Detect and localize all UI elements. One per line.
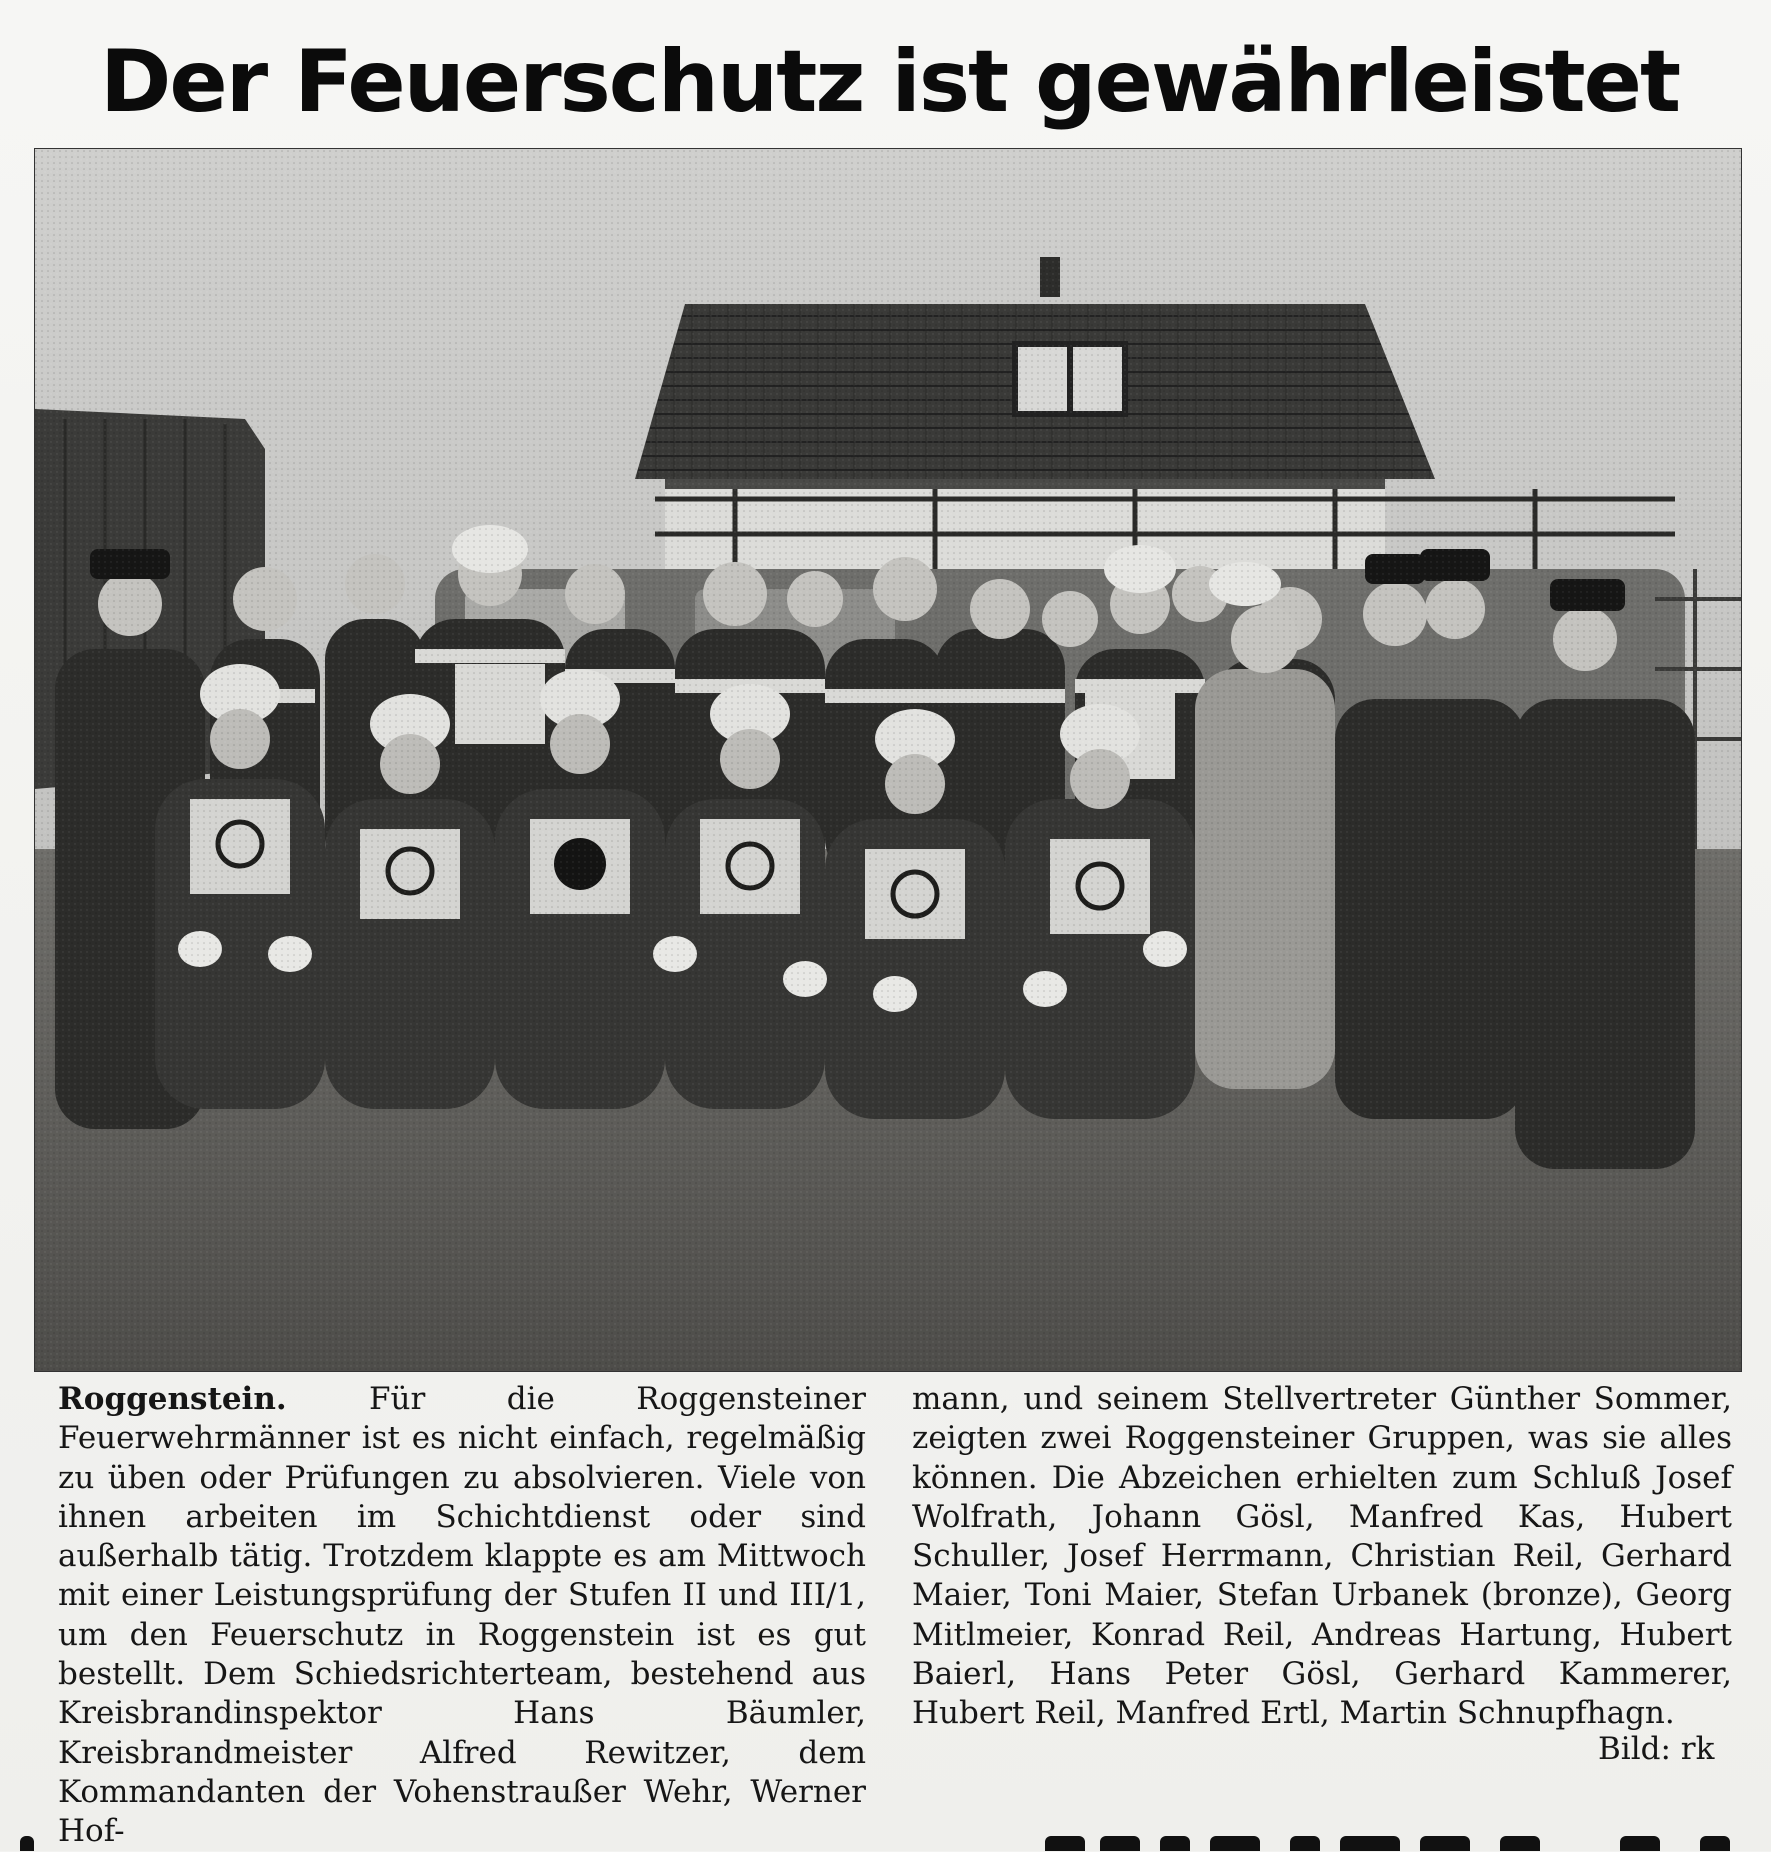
- article-column-left: [58, 1380, 866, 1852]
- article-lead: Roggenstein.: [58, 1381, 370, 1417]
- photo-credit: Bild: rk: [1598, 1731, 1715, 1767]
- article-body-left: Für die Roggensteiner Feuerwehrmänner ist es nicht einfach, regelmäßig zu üben oder Prüfungen zu absolvieren. Viele von ihnen arbeiten im Schichtdienst oder sind außerhalb tätig. Trotzdem klappte es am Mittwoch mit einer Leistungsprüfung der Stufen II und III/1, um den Feuerschutz in Roggenstein ist es gut bestellt. Dem Schiedsrichterteam, bestehend aus Kreisbrandinspektor Hans Bäumler, Kreisbrandmeister Alfred Rewitzer, dem Kommandanten der Vohenstraußer Wehr, Werner Hof-: [58, 1381, 866, 1850]
- cut-off-next-headline: [0, 1828, 1771, 1851]
- group-photo: [34, 148, 1742, 1372]
- headline: Der Feuerschutz ist gewährleistet: [100, 32, 1680, 132]
- article-column-right: [912, 1380, 1732, 1734]
- group-photo-icon: [35, 149, 1741, 1371]
- article-body-right: mann, und seinem Stellvertreter Günther Sommer, zeigten zwei Roggensteiner Gruppen, was sie alles können. Die Abzeichen erhielten zum Schluß Josef Wolfrath, Johann Gösl, Manfred Kas, Hubert Schuller, Josef Herrmann, Christian Reil, Gerhard Maier, Toni Maier, Stefan Urbanek (bronze), Georg Mitlmeier, Konrad Reil, Andreas Hartung, Hubert Baierl, Hans Peter Gösl, Gerhard Kammerer, Hubert Reil, Manfred Ertl, Martin Schnupfhagn.: [912, 1381, 1732, 1732]
